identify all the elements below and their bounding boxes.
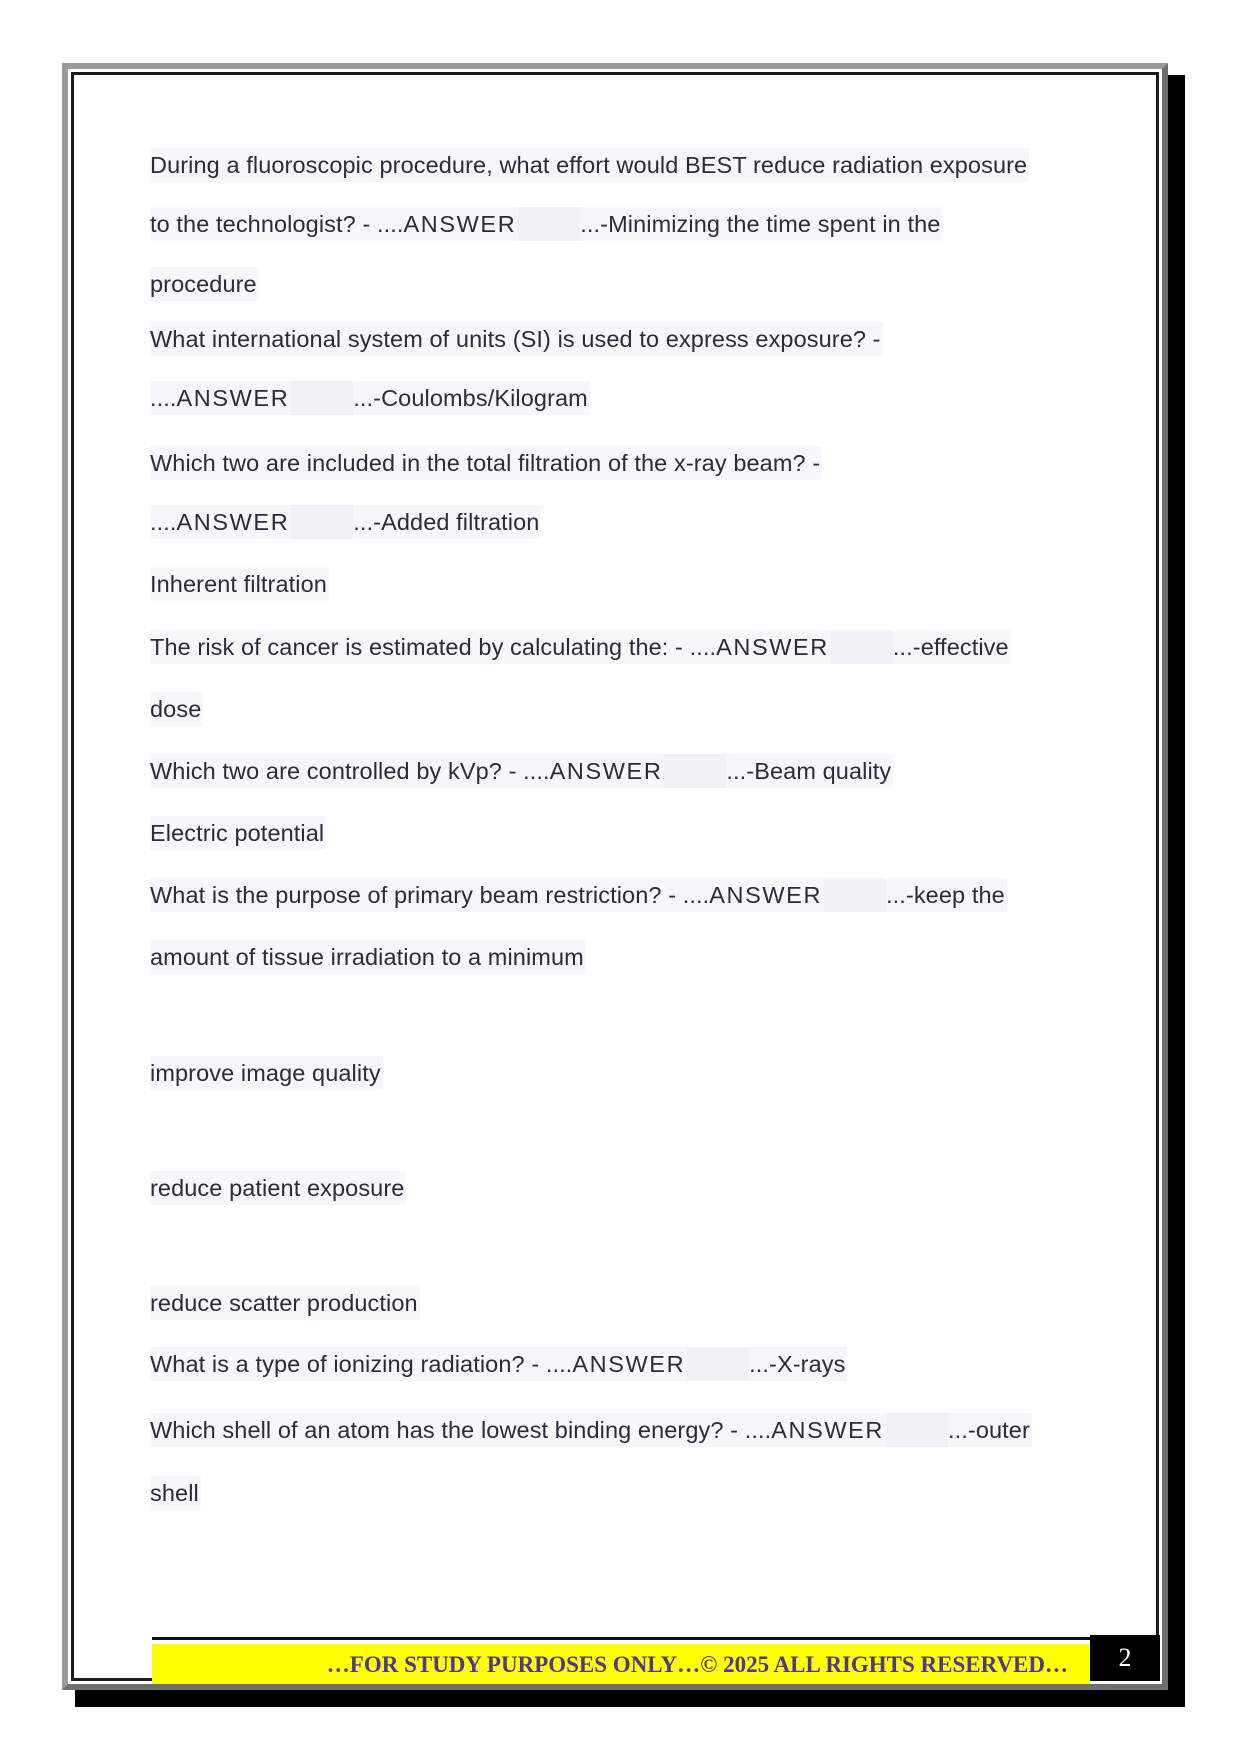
question-1-line-2 xyxy=(150,207,942,241)
question-6-line-2 xyxy=(150,940,586,974)
answer-text: ...-keep the xyxy=(886,878,1007,912)
question-4-line-1 xyxy=(150,630,1011,664)
answer-gap xyxy=(824,878,886,912)
question-1-line-1 xyxy=(150,148,1029,182)
line-text: shell xyxy=(150,1476,201,1510)
answer-label: ANSWER xyxy=(771,1417,884,1443)
answer-label: ANSWER xyxy=(549,758,663,784)
answer-label: ANSWER xyxy=(403,211,517,237)
line-prefix: What is a type of ionizing radiation? - .... xyxy=(150,1351,573,1377)
answer-gap xyxy=(831,630,893,664)
answer-gap xyxy=(291,505,353,539)
answer-gap xyxy=(687,1347,749,1381)
line-prefix: What is the purpose of primary beam restriction? - .... xyxy=(150,882,710,908)
question-7-line-1 xyxy=(150,1347,847,1381)
line-text: reduce patient exposure xyxy=(150,1171,406,1205)
line-text xyxy=(150,505,291,539)
answer-text: ...-Beam quality xyxy=(726,754,893,788)
line-text xyxy=(150,381,291,415)
question-2-line-1 xyxy=(150,322,883,356)
answer-gap xyxy=(291,381,353,415)
question-4-line-2 xyxy=(150,692,203,726)
line-text xyxy=(150,207,518,241)
line-prefix: .... xyxy=(150,509,177,535)
answer-label: ANSWER xyxy=(176,509,290,535)
question-1-line-3 xyxy=(150,267,259,301)
line-text: improve image quality xyxy=(150,1056,383,1090)
footer-rule xyxy=(152,1637,1090,1640)
answer-label: ANSWER xyxy=(709,882,823,908)
line-prefix: The risk of cancer is estimated by calculating the: - .... xyxy=(150,634,717,660)
answer-gap xyxy=(886,1413,948,1447)
line-text xyxy=(150,754,664,788)
answer-label: ANSWER xyxy=(176,385,290,411)
line-text: What international system of units (SI) is used to express exposure? - xyxy=(150,322,883,356)
question-5-line-1 xyxy=(150,754,893,788)
footer-copyright: …FOR STUDY PURPOSES ONLY…© 2025 ALL RIGHTS RESERVED… xyxy=(326,1652,1068,1677)
question-6-line-3 xyxy=(150,1056,383,1090)
question-2-line-2 xyxy=(150,381,590,415)
question-8-line-2 xyxy=(150,1476,201,1510)
line-prefix: to the technologist? - .... xyxy=(150,211,404,237)
line-text xyxy=(150,878,824,912)
line-text: dose xyxy=(150,692,203,726)
question-6-line-1 xyxy=(150,878,1007,912)
answer-text: ...-Added filtration xyxy=(353,505,541,539)
question-3-line-2 xyxy=(150,505,541,539)
line-text: Which two are included in the total filtration of the x-ray beam? - xyxy=(150,446,822,480)
line-prefix: Which shell of an atom has the lowest binding energy? - .... xyxy=(150,1417,772,1443)
line-text: reduce scatter production xyxy=(150,1286,420,1320)
question-3-line-1 xyxy=(150,446,822,480)
answer-label: ANSWER xyxy=(716,634,829,660)
answer-label: ANSWER xyxy=(572,1351,686,1377)
line-text: procedure xyxy=(150,267,259,301)
answer-text: ...-X-rays xyxy=(749,1347,847,1381)
line-prefix: .... xyxy=(150,385,177,411)
line-text: amount of tissue irradiation to a minimum xyxy=(150,940,586,974)
line-prefix: Which two are controlled by kVp? - .... xyxy=(150,758,550,784)
question-5-line-2 xyxy=(150,816,326,850)
question-8-line-1 xyxy=(150,1413,1032,1447)
question-3-line-3 xyxy=(150,567,329,601)
line-text xyxy=(150,630,831,664)
line-text xyxy=(150,1413,886,1447)
line-text xyxy=(150,1347,687,1381)
line-text: Inherent filtration xyxy=(150,567,329,601)
question-6-line-4 xyxy=(150,1171,406,1205)
answer-gap xyxy=(664,754,726,788)
line-text: Electric potential xyxy=(150,816,326,850)
answer-text: ...-outer xyxy=(948,1413,1032,1447)
question-6-line-5 xyxy=(150,1286,420,1320)
answer-text: ...-effective xyxy=(893,630,1011,664)
answer-text: ...-Coulombs/Kilogram xyxy=(353,381,590,415)
answer-gap xyxy=(518,207,580,241)
page-number: 2 xyxy=(1090,1635,1160,1681)
answer-text: ...-Minimizing the time spent in the xyxy=(580,207,942,241)
line-text: During a fluoroscopic procedure, what effort would BEST reduce radiation exposure xyxy=(150,148,1029,182)
